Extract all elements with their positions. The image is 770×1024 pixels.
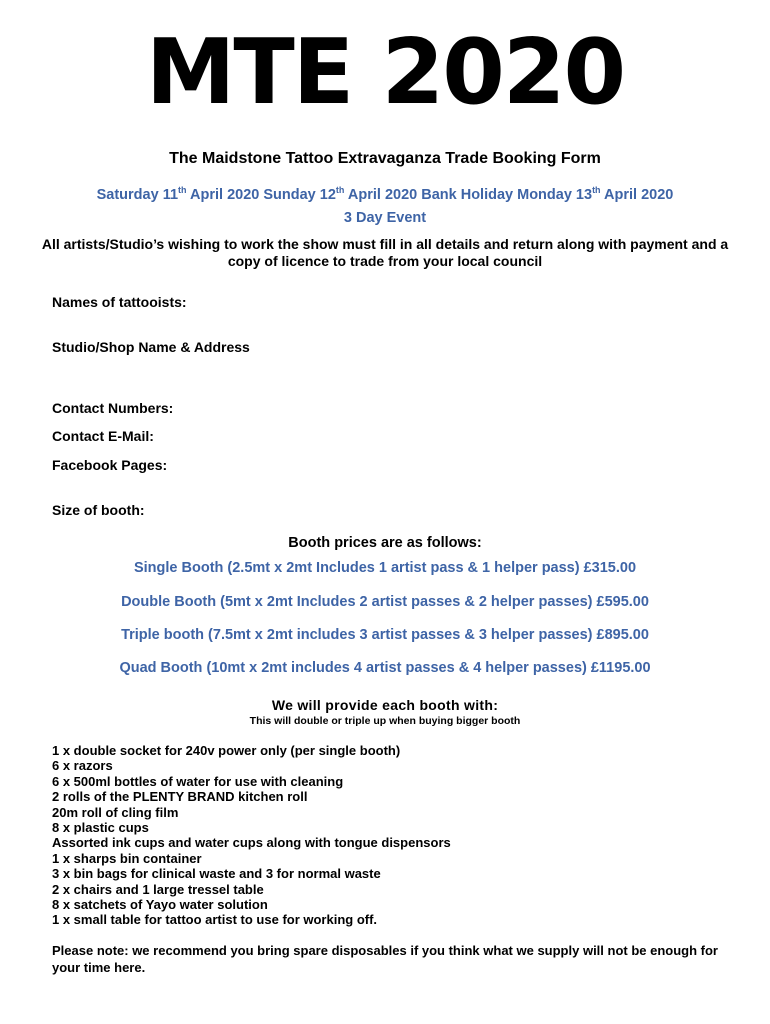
list-item: 6 x 500ml bottles of water for use with cleaning	[52, 773, 344, 789]
provide-heading: We will provide each booth with:	[271, 697, 499, 713]
list-item: 2 rolls of the PLENTY BRAND kitchen roll	[52, 789, 308, 805]
list-item: Assorted ink cups and water cups along with tongue dispensors	[52, 835, 451, 851]
list-item: 3 x bin bags for clinical waste and 3 for normal waste	[52, 866, 381, 882]
provide-subheading: This will double or triple up when buying bigger booth	[249, 715, 521, 727]
intro-text: All artists/Studio’s wishing to work the show must fill in all details and return along with payment and a copy of licence to trade from your local council	[41, 236, 729, 269]
prices-heading: Booth prices are as follows:	[288, 535, 482, 551]
field-contact-email: Contact E-Mail:	[52, 428, 154, 444]
list-item: 1 x small table for tattoo artist to use for working off.	[52, 912, 378, 928]
page-title: MTE 2020	[145, 20, 625, 125]
price-single-booth: Single Booth (2.5mt x 2mt Includes 1 artist pass & 1 helper pass) £315.00	[133, 560, 637, 576]
list-item: 1 x sharps bin container	[52, 850, 202, 866]
list-item: 20m roll of cling film	[52, 804, 179, 820]
supplies-list	[52, 743, 451, 928]
price-quad-booth: Quad Booth (10mt x 2mt includes 4 artist passes & 4 helper passes) £1195.00	[119, 660, 651, 676]
price-triple-booth: Triple booth (7.5mt x 2mt includes 3 artist passes & 3 helper passes) £895.00	[121, 627, 649, 643]
field-facebook-pages: Facebook Pages:	[52, 457, 168, 473]
field-contact-numbers: Contact Numbers:	[52, 400, 174, 416]
event-dates: Saturday 11th April 2020 Sunday 12th April 2020 Bank Holiday Monday 13th April 2020	[96, 185, 674, 203]
form-subtitle: The Maidstone Tattoo Extravaganza Trade Booking Form	[169, 150, 601, 167]
field-tattooists: Names of tattooists:	[52, 294, 187, 310]
list-item: 1 x double socket for 240v power only (per single booth)	[52, 743, 401, 758]
list-item: 8 x plastic cups	[52, 820, 149, 836]
field-studio-address: Studio/Shop Name & Address	[52, 339, 250, 355]
price-double-booth: Double Booth (5mt x 2mt Includes 2 artist passes & 2 helper passes) £595.00	[121, 594, 649, 610]
event-length: 3 Day Event	[343, 210, 427, 226]
field-booth-size: Size of booth:	[52, 502, 145, 518]
list-item: 2 x chairs and 1 large tressel table	[52, 881, 264, 897]
note-text: Please note: we recommend you bring spare disposables if you think what we supply will not be enough for your time here.	[52, 943, 718, 975]
list-item: 6 x razors	[52, 758, 113, 774]
list-item: 8 x satchets of Yayo water solution	[52, 897, 268, 913]
